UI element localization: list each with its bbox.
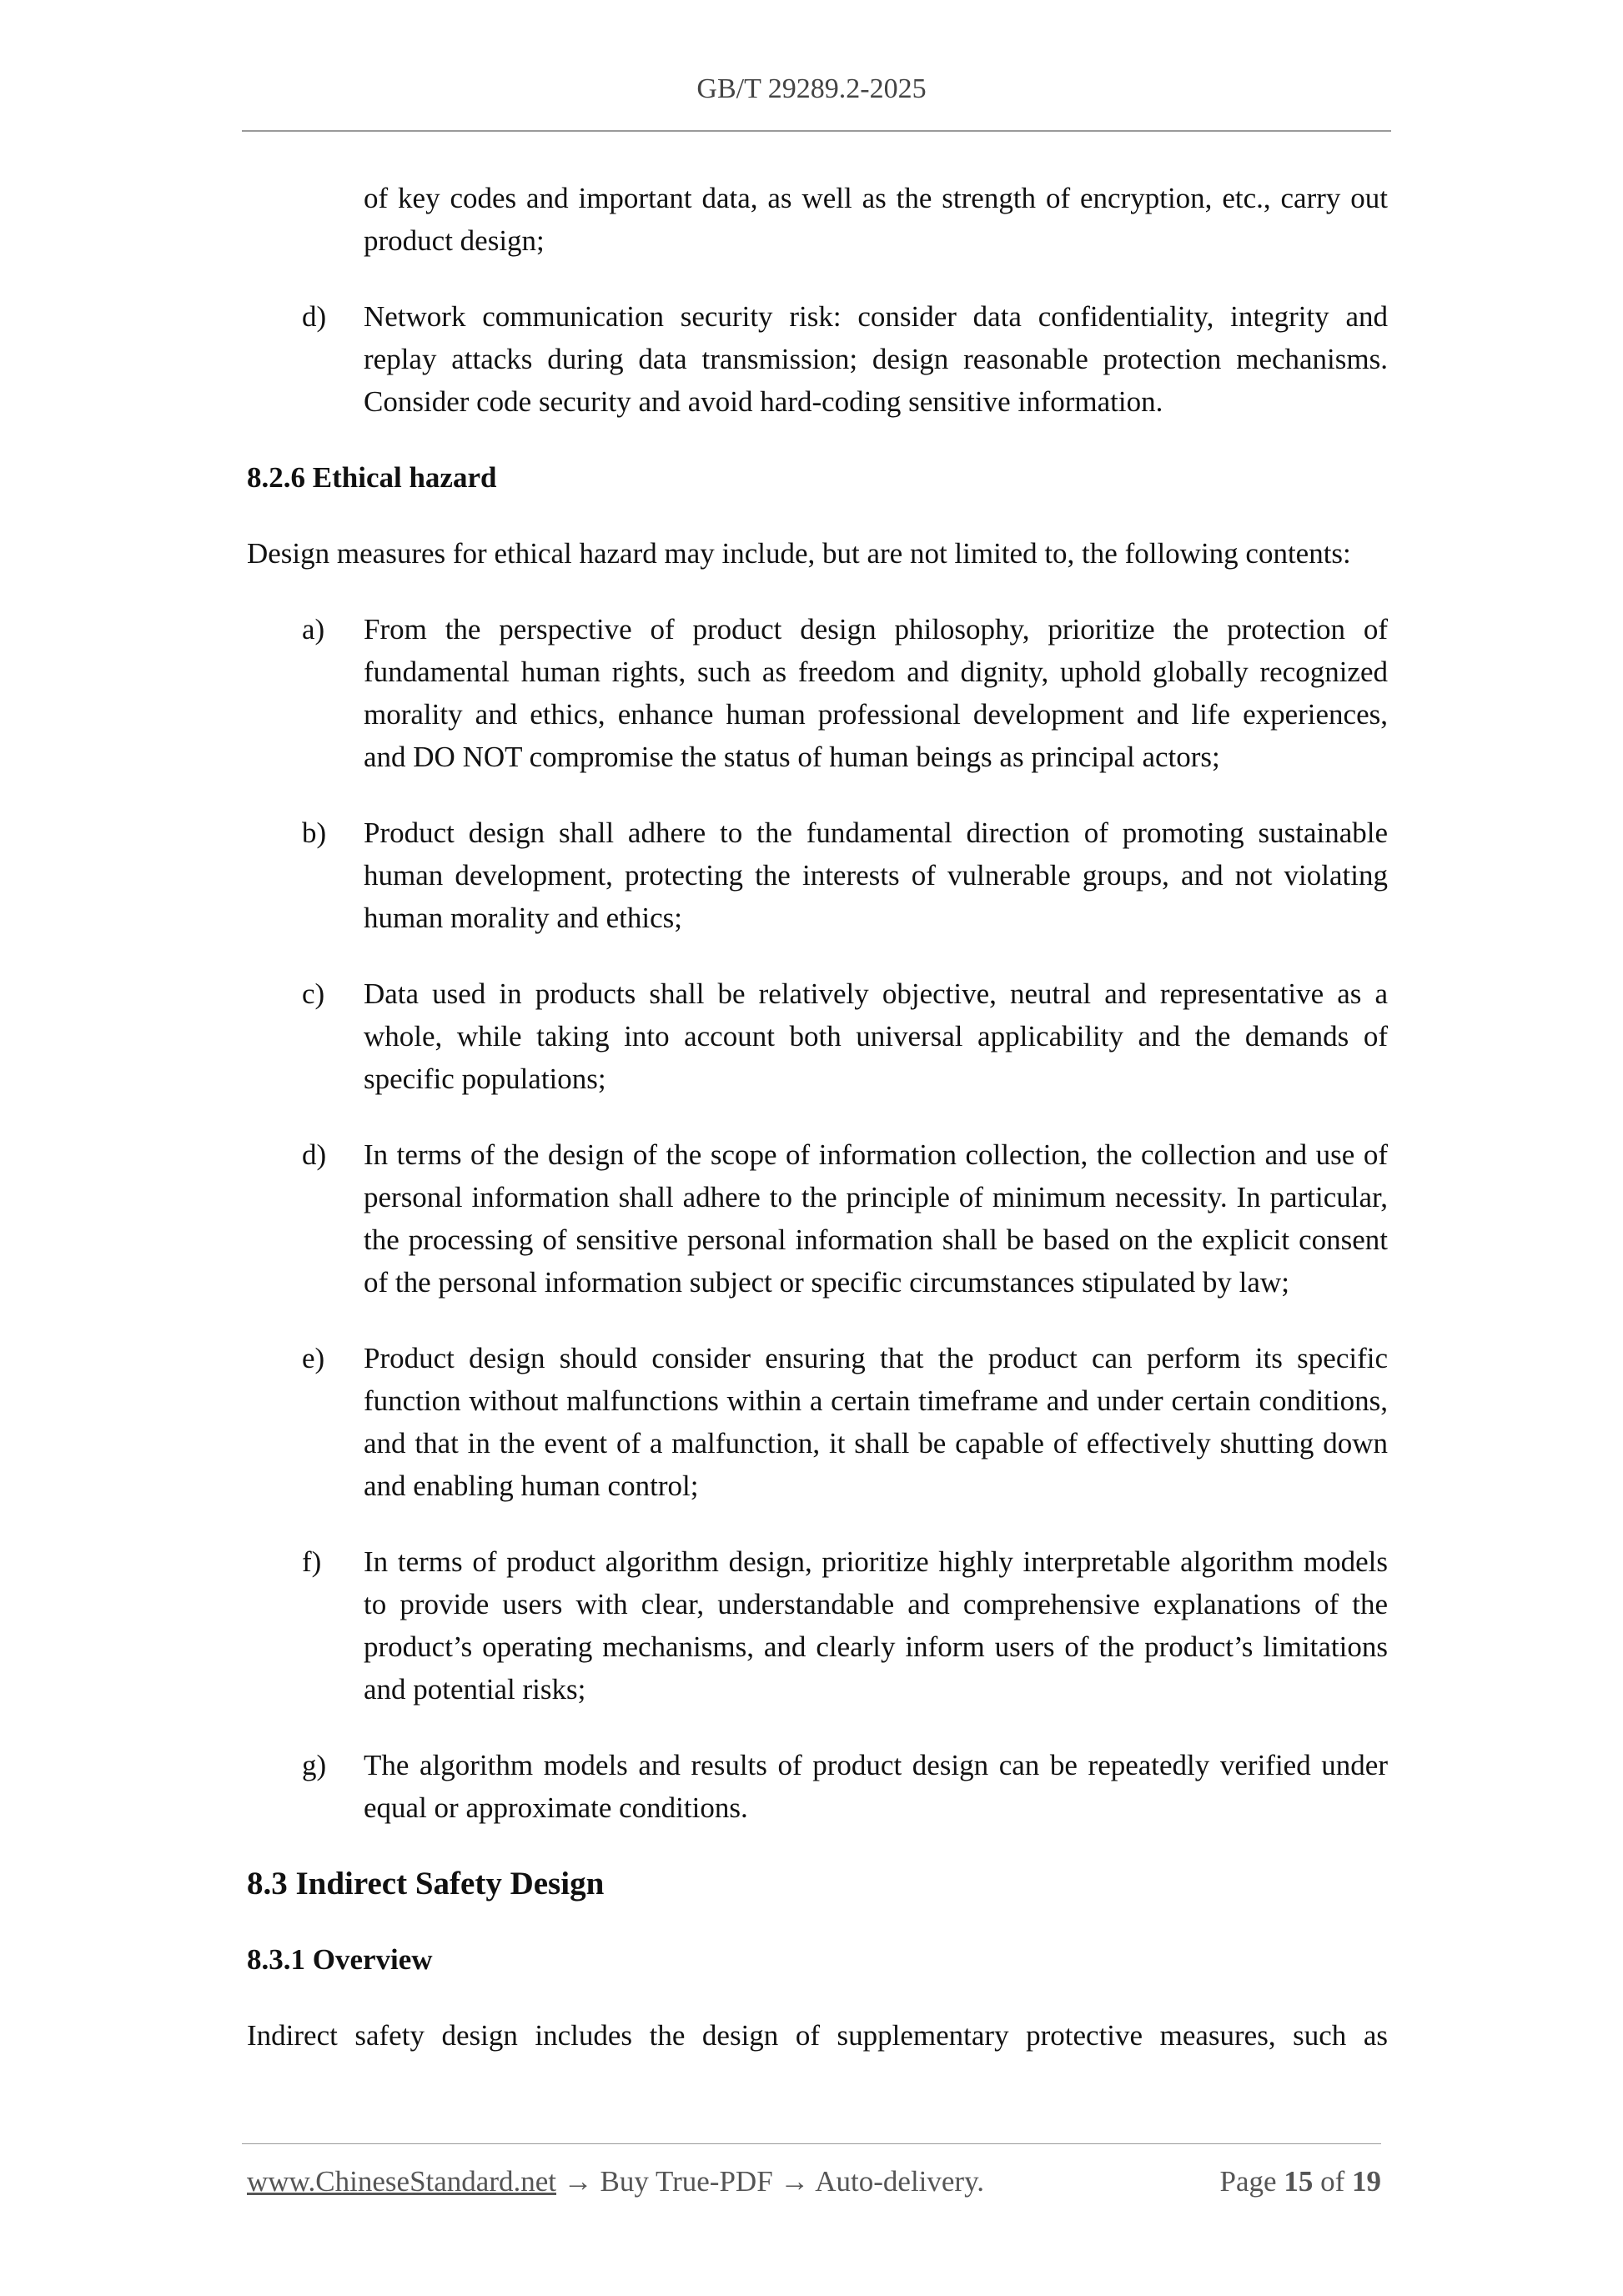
- list-marker: f): [302, 1545, 322, 1578]
- buy-text: Buy True-PDF: [600, 2165, 773, 2198]
- of-label: of: [1320, 2165, 1345, 2198]
- list-item: [302, 608, 1388, 778]
- page-content: [247, 177, 1388, 2057]
- arrow-right-icon: →: [780, 2165, 810, 2198]
- list-item-text: In terms of product algorithm design, prioritize highly interpretable algorithm models to provide users with clear, understandable and comprehensive explanations of the product’s operating mechanisms, and clearly inform users of the product’s limitations and potential risks;: [364, 1545, 1388, 1706]
- list-marker: b): [302, 816, 327, 849]
- list-marker: e): [302, 1342, 325, 1374]
- section-intro: Design measures for ethical hazard may include, but are not limited to, the following contents:: [247, 537, 1351, 570]
- footer: [247, 2165, 1381, 2198]
- delivery-text: Auto-delivery.: [815, 2165, 985, 2198]
- list-marker: a): [302, 613, 325, 646]
- list-item: [302, 811, 1388, 939]
- list-item: [302, 1337, 1388, 1507]
- list-marker: d): [302, 300, 327, 333]
- list-item-text: Product design should consider ensuring that the product can perform its specific function without malfunctions within a certain timeframe and under certain conditions, and that in the event of a malfunction, it shall be capable of effectively shutting down and enabling human control;: [364, 1342, 1388, 1502]
- section-heading-8-2-6: 8.2.6 Ethical hazard: [247, 461, 497, 494]
- list-marker: c): [302, 977, 325, 1010]
- footer-divider: [242, 2143, 1381, 2144]
- list-item-text: Network communication security risk: consider data confidentiality, integrity and replay attacks during data transmission; design reasonable protection mechanisms. Consider code security and avoid hard-coding sensitive information.: [364, 300, 1388, 418]
- overview-paragraph: Indirect safety design includes the design of supplementary protective measures, such as: [247, 2019, 1388, 2052]
- website-link[interactable]: www.ChineseStandard.net: [247, 2165, 556, 2198]
- page-number: 15: [1284, 2165, 1314, 2198]
- page-label: Page: [1219, 2165, 1277, 2198]
- document-id-header: GB/T 29289.2-2025: [696, 73, 927, 104]
- list-item: [302, 1744, 1388, 1829]
- list-item-text: The algorithm models and results of product design can be repeatedly verified under equal or approximate conditions.: [364, 1749, 1388, 1824]
- footer-promo: [247, 2165, 984, 2198]
- list-marker: g): [302, 1749, 327, 1781]
- list-item-text: Product design shall adhere to the fundamental direction of promoting sustainable human development, protecting the interests of vulnerable groups, and not violating human morality and ethics;: [364, 816, 1388, 934]
- list-item: [302, 1133, 1388, 1304]
- page-total: 19: [1352, 2165, 1381, 2198]
- list-item: [302, 295, 1388, 423]
- arrow-right-icon: →: [563, 2165, 593, 2198]
- list-item-text: From the perspective of product design philosophy, prioritize the protection of fundamental human rights, such as freedom and dignity, uphold globally recognized morality and ethics, enhance human professional development and life experiences, and DO NOT compromise the status of human beings as principal actors;: [364, 613, 1388, 773]
- section-heading-8-3-1: 8.3.1 Overview: [247, 1943, 433, 1976]
- list-item-text: In terms of the design of the scope of information collection, the collection and use of personal information shall adhere to the principle of minimum necessity. In particular, the processing of sensitive personal information shall be based on the explicit consent of the personal information subject or specific circumstances stipulated by law;: [364, 1138, 1388, 1299]
- continuation-paragraph: of key codes and important data, as well as the strength of encryption, etc., carry out product design;: [364, 182, 1388, 257]
- list-marker: d): [302, 1138, 327, 1171]
- page-indicator: [1220, 2165, 1381, 2198]
- section-heading-8-3: 8.3 Indirect Safety Design: [247, 1866, 605, 1902]
- list-item: [302, 1540, 1388, 1711]
- list-item: [302, 972, 1388, 1100]
- list-item-text: Data used in products shall be relatively objective, neutral and representative as a whole, while taking into account both universal applicability and the demands of specific populations;: [364, 977, 1388, 1095]
- header-divider: [242, 130, 1391, 132]
